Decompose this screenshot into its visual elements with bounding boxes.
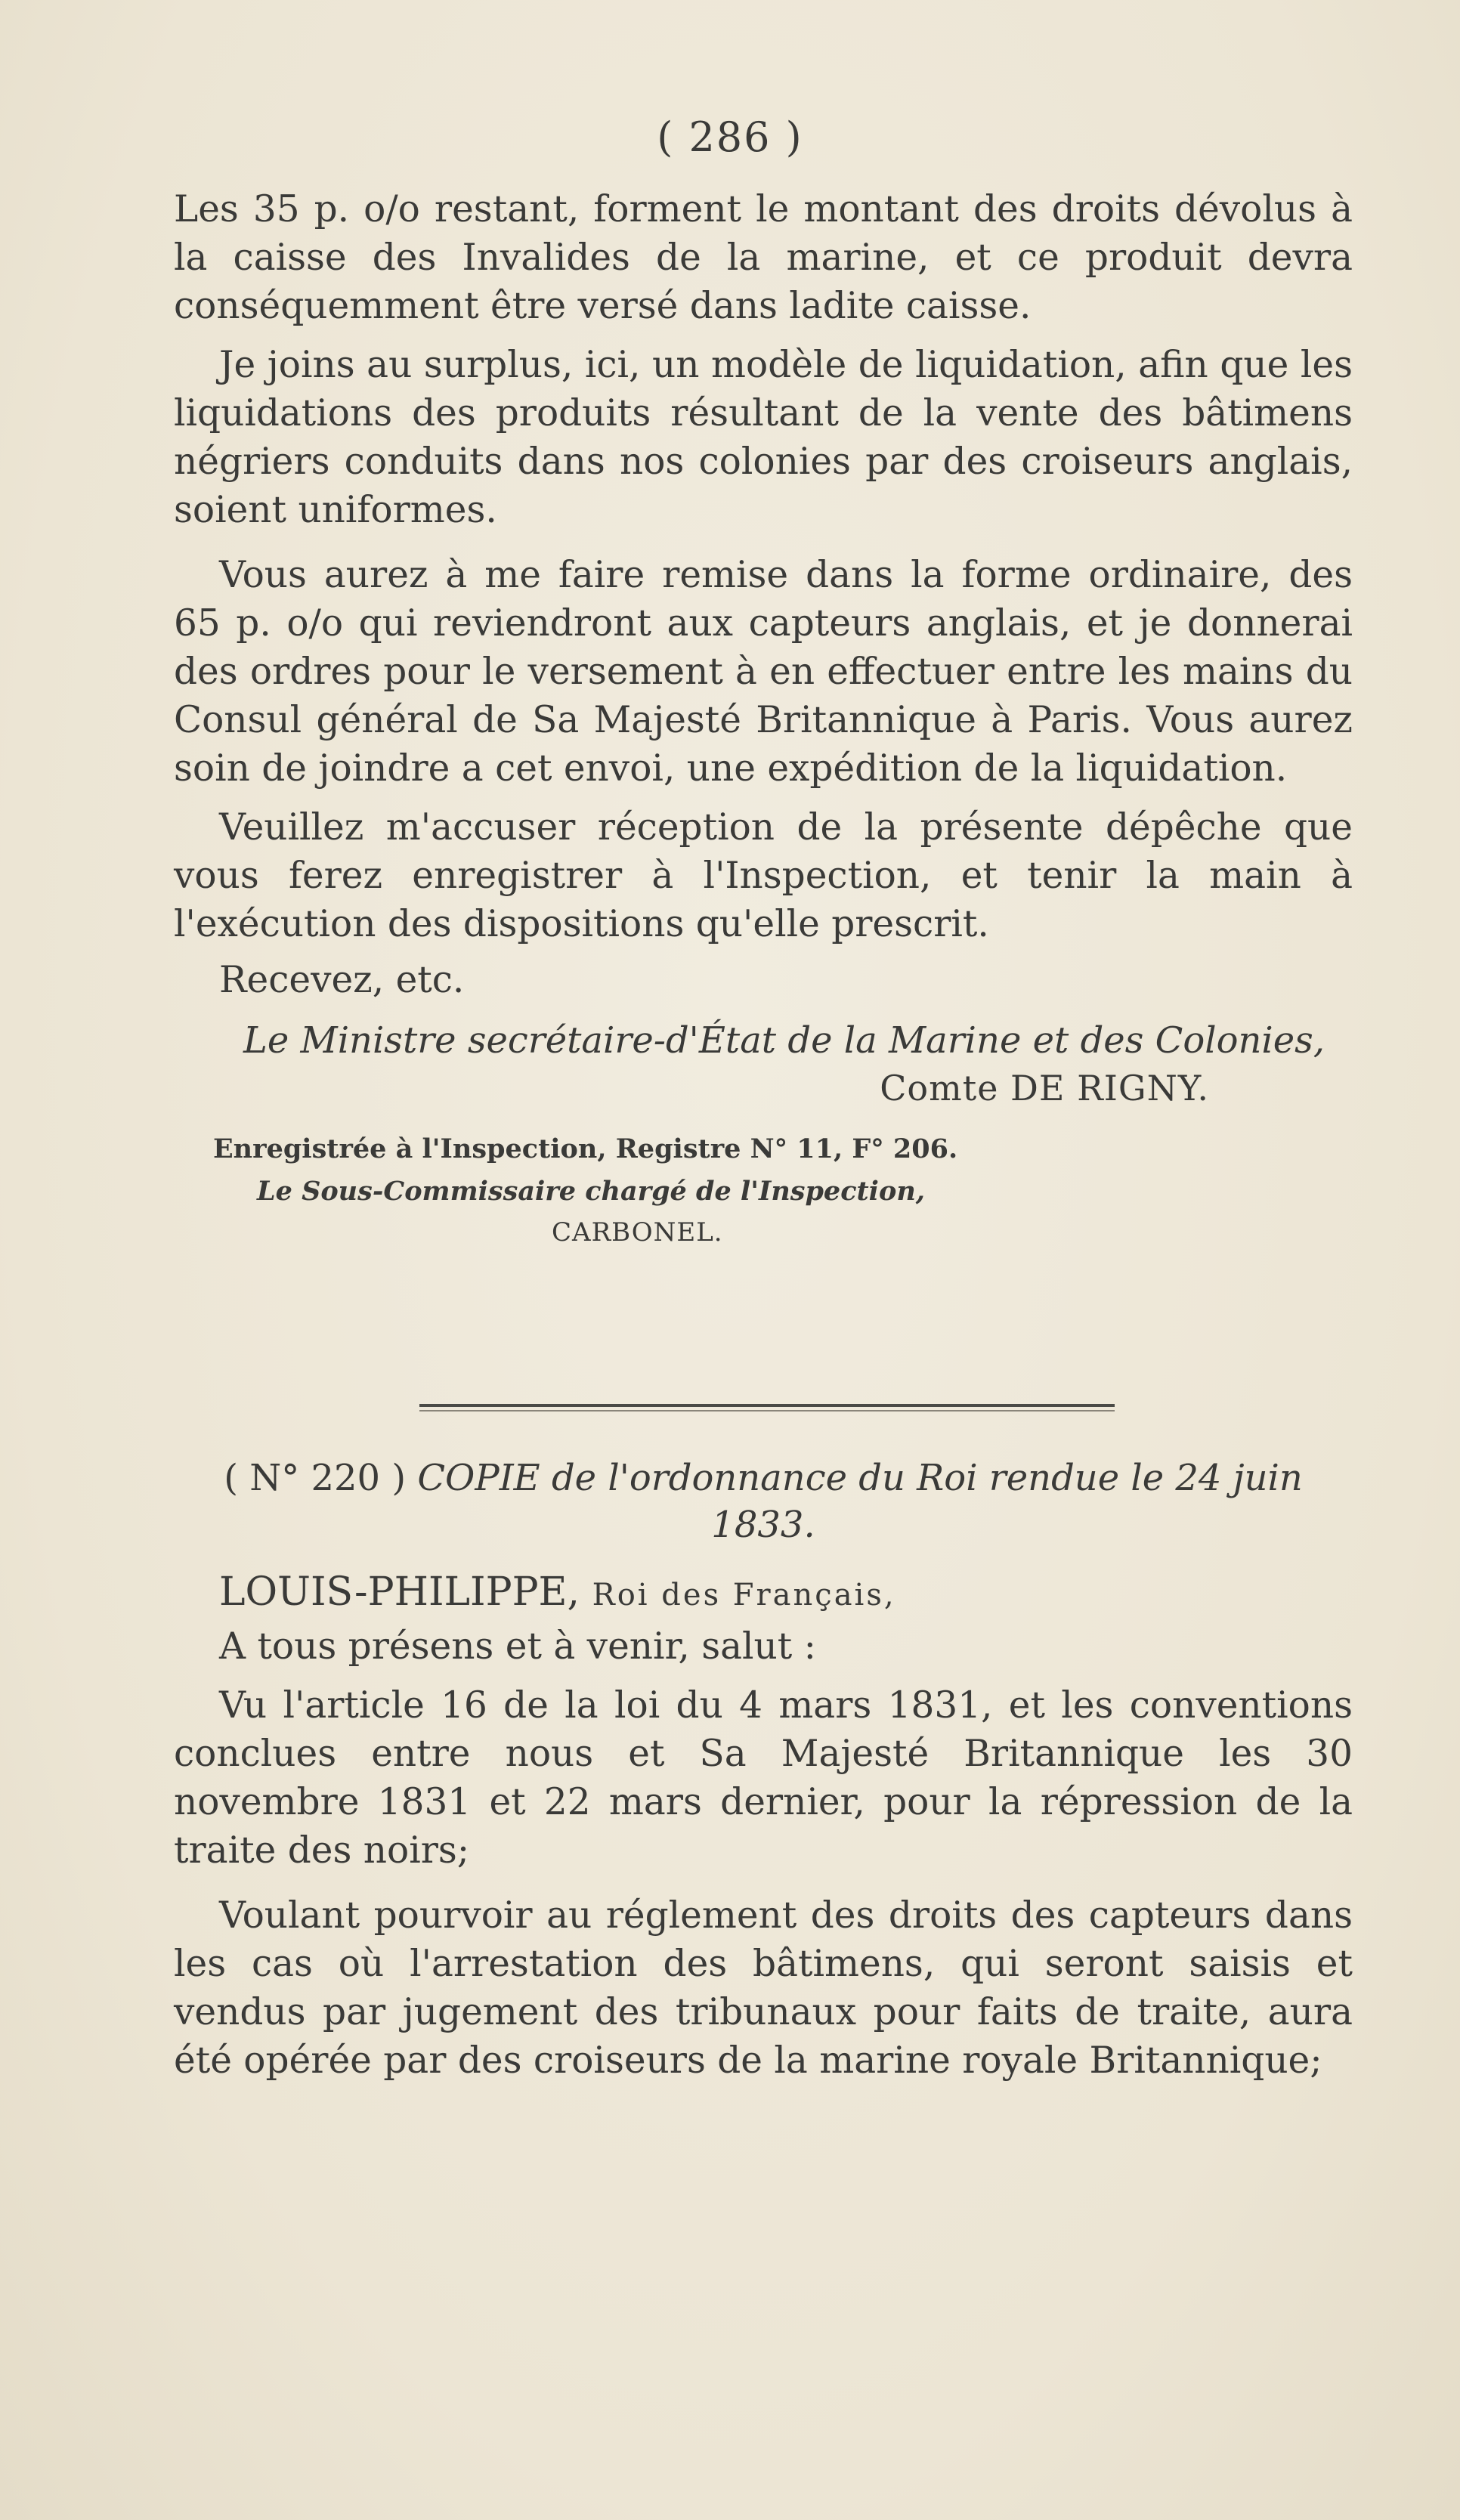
commissioner-name: CARBONEL. <box>552 1217 723 1248</box>
section-divider <box>419 1404 1115 1407</box>
king-name: LOUIS-PHILIPPE, <box>219 1569 580 1615</box>
ordinance-number: ( N° 220 ) <box>224 1457 407 1499</box>
paragraph: Veuillez m'accuser réception de la présente dépêche que vous ferez enregistrer à l'Inspection, et tenir la main à l'exécution des dispositions qu'elle prescrit. <box>174 806 1353 945</box>
registration-note: Enregistrée à l'Inspection, Registre N° 11, F° 206. <box>213 1133 958 1164</box>
signature-name: Comte DE RIGNY. <box>880 1068 1209 1108</box>
paragraph: Vu l'article 16 de la loi du 4 mars 1831, et les conventions conclues entre nous et Sa Majesté Britannique les 30 novembre 1831 et 22 mars dernier, pour la répression de la traite des noirs; <box>174 1684 1353 1872</box>
closing-line: Recevez, etc. <box>219 959 465 1001</box>
greeting: A tous présens et à venir, salut : <box>219 1625 817 1668</box>
section-divider-thin <box>419 1410 1115 1412</box>
ordinance-title: COPIE de l'ordonnance du Roi rendue le 24 juin 1833. <box>417 1457 1303 1546</box>
paragraph: Vous aurez à me faire remise dans la forme ordinaire, des 65 p. o/o qui reviendront aux capteurs anglais, et je donnerai des ordres pour le versement à en effectuer entre les mains du Consul général de Sa Majesté Britannique à Paris. Vous aurez soin de joindre a cet envoi, une expédition de la liquidation. <box>174 554 1353 790</box>
paragraph: Je joins au surplus, ici, un modèle de liquidation, afin que les liquidations des produits résultant de la vente des bâtimens négriers conduits dans nos colonies par des croiseurs anglais, soient uniformes. <box>174 344 1353 531</box>
page-number: ( 286 ) <box>657 113 803 161</box>
king-title: Roi des Français, <box>592 1578 896 1612</box>
ordinance-body <box>174 1455 1353 2085</box>
ordinance-heading <box>174 1455 1353 1548</box>
king-line <box>174 1565 1353 1622</box>
commissioner-title: Le Sous-Commissaire chargé de l'Inspection, <box>257 1176 925 1207</box>
letter-body <box>174 185 1353 1252</box>
paragraph: Les 35 p. o/o restant, forment le montant des droits dévolus à la caisse des Invalides de la marine, et ce produit devra conséquemment être versé dans ladite caisse. <box>174 188 1353 327</box>
paragraph: Voulant pourvoir au réglement des droits des capteurs dans les cas où l'arrestation des bâtimens, qui seront saisis et vendus par jugement des tribunaux pour faits de traite, aura été opérée par des croiseurs de la marine royale Britannique; <box>174 1894 1353 2082</box>
signature-title: Le Ministre secrétaire-d'État de la Marine et des Colonies, <box>243 1019 1325 1062</box>
